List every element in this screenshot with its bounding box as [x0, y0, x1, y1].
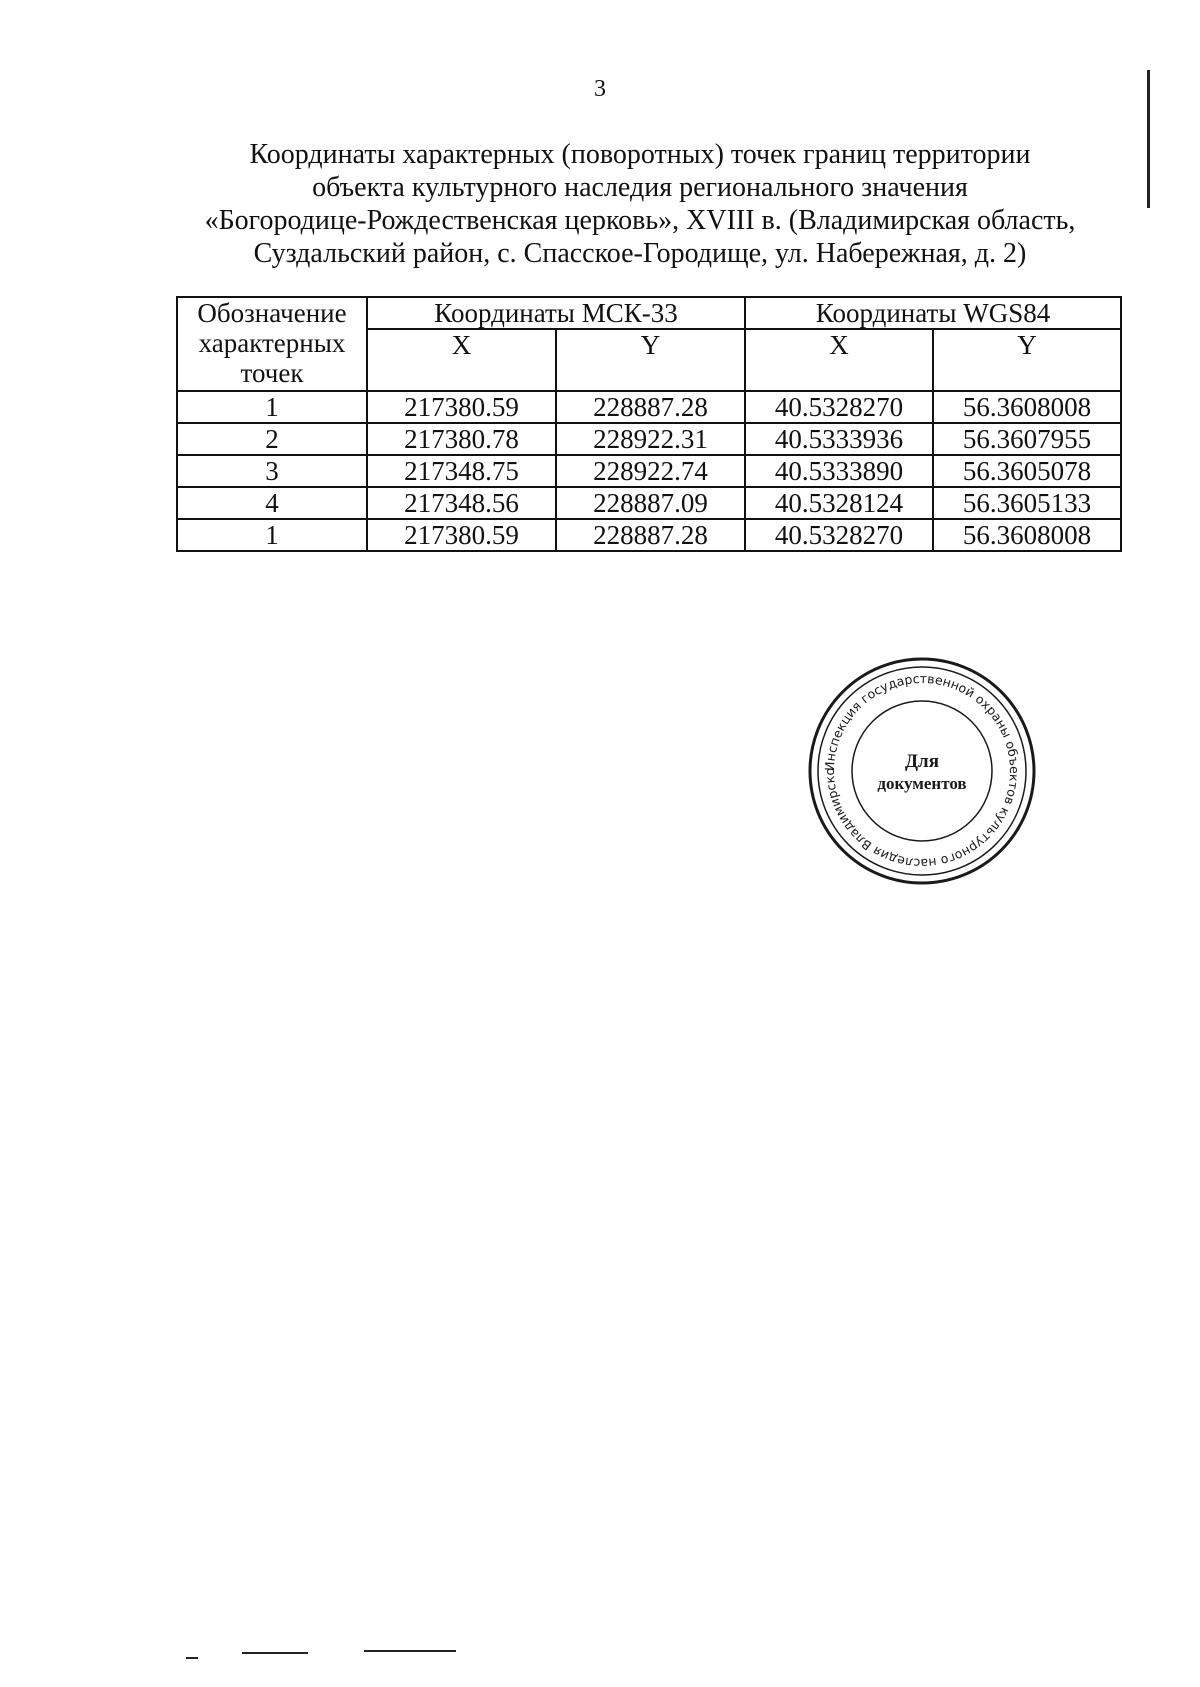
cell-point: 1 [177, 519, 367, 551]
cell-msk-y: 228887.28 [556, 519, 745, 551]
cell-wgs-y: 56.3608008 [933, 391, 1121, 423]
stamp-ring-text: Инспекция государственной охраны объектов культурного наследия Владимирско [821, 670, 1023, 872]
stamp-center-line2: документов [877, 774, 967, 793]
scan-mark [242, 1652, 308, 1654]
table-row [177, 487, 1121, 519]
cell-msk-x: 217348.75 [367, 455, 556, 487]
cell-point: 1 [177, 391, 367, 423]
scan-mark [186, 1657, 198, 1659]
coordinates-table [176, 296, 1122, 552]
cell-wgs-y: 56.3608008 [933, 519, 1121, 551]
header-wgs-y: Y [933, 329, 1121, 391]
header-wgs84: Координаты WGS84 [745, 297, 1121, 329]
cell-wgs-x: 40.5333936 [745, 423, 933, 455]
cell-msk-x: 217380.59 [367, 519, 556, 551]
table-row [177, 455, 1121, 487]
title-line: «Богородице-Рождественская церковь», XVIII в. (Владимирская область, [204, 205, 1076, 236]
cell-wgs-x: 40.5328124 [745, 487, 933, 519]
title-line: Суздальский район, с. Спасское-Городище, ул. Набережная, д. 2) [253, 238, 1027, 269]
stamp-center-line1: Для [904, 751, 940, 772]
cell-wgs-x: 40.5328270 [745, 519, 933, 551]
cell-msk-y: 228922.31 [556, 423, 745, 455]
header-point-designation: Обозначение характерных точек [177, 297, 367, 391]
cell-point: 4 [177, 487, 367, 519]
margin-line [1147, 70, 1150, 208]
cell-msk-y: 228922.74 [556, 455, 745, 487]
scan-mark [364, 1650, 456, 1652]
cell-wgs-y: 56.3605078 [933, 455, 1121, 487]
official-stamp [806, 655, 1038, 887]
stamp-graphic [806, 655, 1038, 887]
table-row [177, 391, 1121, 423]
cell-wgs-x: 40.5328270 [745, 391, 933, 423]
page-number: 3 [594, 76, 606, 102]
cell-wgs-x: 40.5333890 [745, 455, 933, 487]
cell-point: 3 [177, 455, 367, 487]
cell-msk-x: 217380.78 [367, 423, 556, 455]
title-line: объекта культурного наследия регионального значения [312, 172, 968, 203]
table-row [177, 423, 1121, 455]
header-msk33: Координаты МСК-33 [367, 297, 745, 329]
table-row [177, 519, 1121, 551]
header-wgs-x: X [745, 329, 933, 391]
document-title [160, 138, 1120, 270]
cell-msk-x: 217380.59 [367, 391, 556, 423]
header-msk-y: Y [556, 329, 745, 391]
title-line: Координаты характерных (поворотных) точек границ территории [249, 139, 1031, 170]
cell-msk-x: 217348.56 [367, 487, 556, 519]
cell-wgs-y: 56.3605133 [933, 487, 1121, 519]
cell-msk-y: 228887.09 [556, 487, 745, 519]
cell-point: 2 [177, 423, 367, 455]
header-msk-x: X [367, 329, 556, 391]
cell-msk-y: 228887.28 [556, 391, 745, 423]
cell-wgs-y: 56.3607955 [933, 423, 1121, 455]
